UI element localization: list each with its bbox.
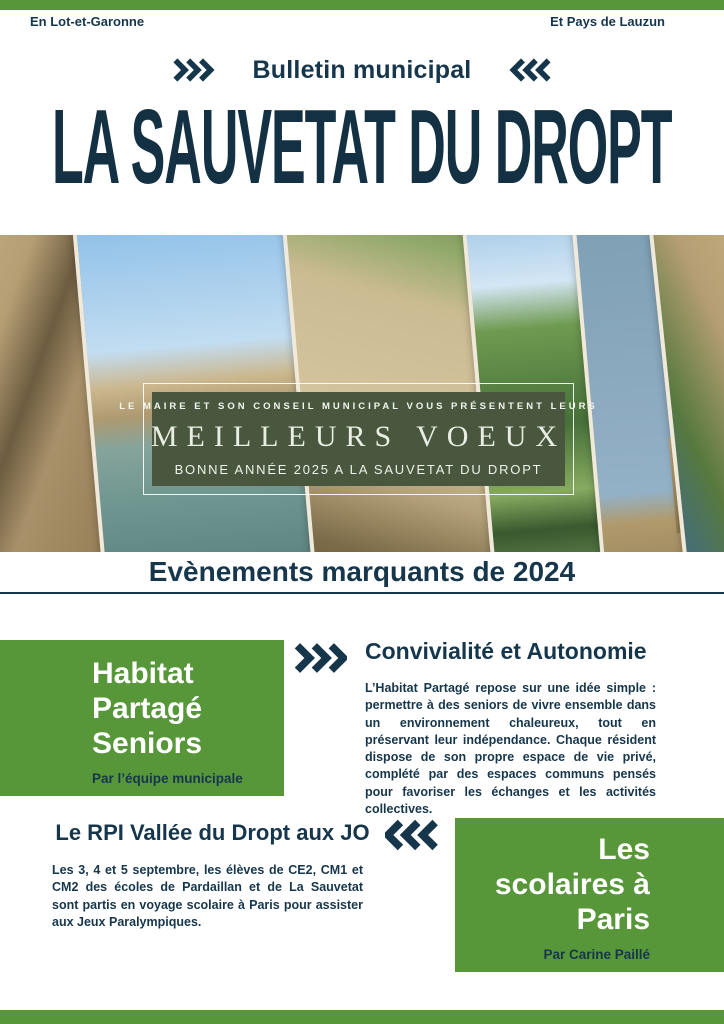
kicker-row <box>0 52 724 88</box>
article-2-title-box <box>455 818 724 972</box>
region-label-left: En Lot-et-Garonne <box>30 14 145 29</box>
page-title-wrap <box>0 87 724 207</box>
kicker-title: Bulletin municipal <box>252 55 472 84</box>
article-1-body: L’Habitat Partagé repose sur une idée simple : permettre à des seniors de vivre ensemble dans un environnement chaleureux, tout en préservant leur indépendance. Chaque résident dispose de son propre espace de vie privé, complété par des espaces communs pensés pour favoriser les échanges et les activités collectives. <box>365 681 656 816</box>
box-title-line: Les <box>598 833 650 866</box>
chevrons-left-icon <box>385 818 439 852</box>
greeting-line-2: MEILLEURS VOEUX <box>150 420 567 453</box>
greeting-card-frame <box>119 383 598 495</box>
box-title-line: scolaires à <box>494 868 650 902</box>
greeting-card <box>119 392 598 486</box>
box-title-line: Paris <box>576 903 650 937</box>
bottom-accent-bar <box>0 1010 724 1024</box>
chevrons-right-icon <box>171 58 215 82</box>
page-title: LA SAUVETAT DU DROPT <box>52 87 672 207</box>
article-2-box-title <box>455 832 650 937</box>
section-heading: Evènements marquants de 2024 <box>148 556 576 587</box>
article-2-body: Les 3, 4 et 5 septembre, les élèves de CE2, CM1 et CM2 des écoles de Pardaillan et de La Sauvetat sont partis en voyage scolaire à Paris pour assister aux Jeux Paralympiques. <box>52 863 363 929</box>
article-1-box-title <box>92 656 284 761</box>
chevrons-right-icon <box>293 642 347 674</box>
section-divider <box>0 592 724 594</box>
greeting-line-1: LE MAIRE ET SON CONSEIL MUNICIPAL VOUS PRÉSENTENT LEURS <box>119 401 598 412</box>
box-title-line: Partagé <box>92 692 203 726</box>
article-1-title-box <box>0 640 284 796</box>
box-title-line: Seniors <box>92 727 203 761</box>
chevrons-left-icon <box>509 58 553 82</box>
article-2-heading: Le RPI Vallée du Dropt aux JO <box>55 820 370 845</box>
top-accent-bar <box>0 0 724 10</box>
box-title-line: Habitat <box>92 657 194 690</box>
region-label-right: Et Pays de Lauzun <box>550 14 665 29</box>
article-1-byline: Par l’équipe municipale <box>92 771 243 787</box>
article-1-heading: Convivialité et Autonomie <box>365 638 647 664</box>
article-2-byline: Par Carine Paillé <box>543 947 650 963</box>
greeting-line-3: BONNE ANNÉE 2025 A LA SAUVETAT DU DROPT <box>174 462 543 477</box>
